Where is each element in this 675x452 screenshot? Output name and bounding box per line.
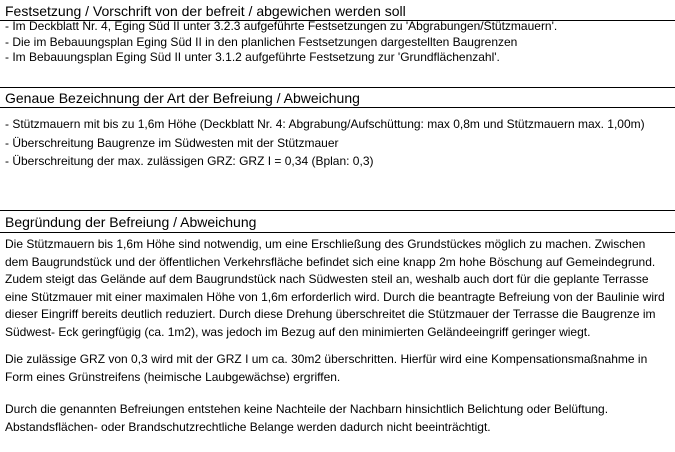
paragraph-line: Die zulässige GRZ von 0,3 wird mit der GRZ I um ca. 30m2 überschritten. Hierfür wird eine Kompensationsmaßnahme in: [5, 352, 648, 366]
list-item: - Im Deckblatt Nr. 4, Eging Süd II unter 3.2.3 aufgeführte Festsetzungen zu 'Abgrabungen/Stützmauern'.: [5, 19, 558, 33]
begruendung-paragraph-2: [5, 351, 673, 386]
section-divider: [0, 87, 675, 88]
section-divider: [0, 210, 675, 211]
list-item: - Überschreitung Baugrenze im Südwesten mit der Stützmauer: [5, 135, 339, 150]
paragraph-line: dem Baugrundstück und der öffentlichen Verkehrsfläche befindet sich eine knapp 2m hohe Böschung auf Gemeindegrund.: [5, 254, 656, 269]
section-divider: [0, 107, 675, 108]
paragraph-line: Form eines Grünstreifens (heimische Laubgewächse) ergriffen.: [5, 369, 341, 384]
paragraph-line: dieser Eingriff bereits deutlich reduziert. Durch diese Drehung überschreitet die Stützmauer der Terrasse die Baugrenze im: [5, 307, 656, 322]
paragraph-line: Abstandsflächen- oder Brandschutzrechtliche Belange werden dadurch nicht beeinträchtigt.: [5, 419, 491, 434]
festsetzung-list: [5, 19, 557, 66]
list-item: - Stützmauern mit bis zu 1,6m Höhe (Deckblatt Nr. 4: Abgrabung/Aufschüttung: max 0,8m und Stützmauern max. 1,00m): [5, 117, 645, 131]
list-item: - Die im Bebauungsplan Eging Süd II in den planlichen Festsetzungen dargestellten Baugrenzen: [5, 34, 518, 49]
paragraph-line: Zudem steigt das Gelände auf dem Baugrundstück nach Südwesten steil an, weshalb auch dort für die geplante Terrasse: [5, 272, 649, 287]
paragraph-line: Südwest- Eck geringfügig (ca. 1m2), was jedoch im Bezug auf den minimierten Geländeeingriff geringer wiegt.: [5, 324, 591, 339]
section-heading-bezeichnung: Genaue Bezeichnung der Art der Befreiung / Abweichung: [5, 90, 360, 106]
begruendung-paragraph-1: [5, 236, 673, 342]
paragraph-line: Durch die genannten Befreiungen entstehen keine Nachteile der Nachbarn hinsichtlich Belichtung oder Belüftung.: [5, 402, 609, 416]
section-divider: [0, 232, 675, 233]
list-item: - Überschreitung der max. zulässigen GRZ: GRZ I = 0,34 (Bplan: 0,3): [5, 154, 374, 168]
section-heading-festsetzung: Festsetzung / Vorschrift von der befreit / abgewichen werden soll: [5, 3, 406, 19]
bezeichnung-list: [5, 115, 645, 171]
section-heading-begruendung: Begründung der Befreiung / Abweichung: [5, 214, 257, 230]
list-item: - Im Bebauungsplan Eging Süd II unter 3.1.2 aufgeführte Festsetzung zur 'Grundflächenzahl'.: [5, 50, 500, 64]
paragraph-line: eine Stützmauer mit einer maximalen Höhe von 1,6m erforderlich wird. Durch die beantragte Befreiung von der Baulinie wird: [5, 289, 665, 304]
paragraph-line: Die Stützmauern bis 1,6m Höhe sind notwendig, um eine Erschließung des Grundstückes möglich zu machen. Zwischen: [5, 237, 646, 251]
begruendung-paragraph-3: [5, 401, 673, 436]
